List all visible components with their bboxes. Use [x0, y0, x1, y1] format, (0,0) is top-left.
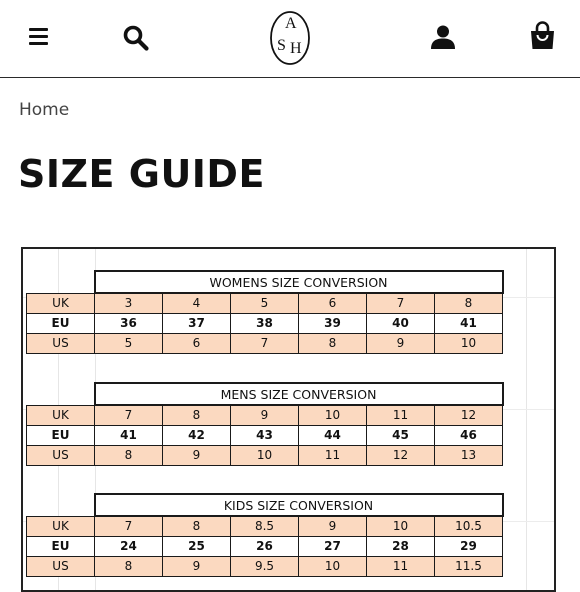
size-cell: 8 [95, 556, 163, 576]
size-cell: 10 [299, 556, 367, 576]
row-label: US [27, 556, 95, 576]
mens-size-table [26, 382, 504, 466]
size-cell: 7 [95, 516, 163, 536]
size-cell: 8.5 [231, 516, 299, 536]
size-cell: 40 [367, 313, 435, 333]
row-label: EU [27, 313, 95, 333]
table-corner [27, 383, 95, 405]
row-label: EU [27, 425, 95, 445]
size-cell: 27 [299, 536, 367, 556]
size-cell: 11 [367, 405, 435, 425]
size-cell: 24 [95, 536, 163, 556]
size-row-us [27, 445, 503, 465]
size-row-uk [27, 516, 503, 536]
size-row-us [27, 556, 503, 576]
size-cell: 41 [435, 313, 503, 333]
size-cell: 6 [299, 293, 367, 313]
size-cell: 11.5 [435, 556, 503, 576]
size-cell: 9 [163, 445, 231, 465]
size-cell: 44 [299, 425, 367, 445]
size-cell: 38 [231, 313, 299, 333]
breadcrumb-home-link[interactable]: Home [19, 100, 70, 120]
size-cell: 46 [435, 425, 503, 445]
size-cell: 43 [231, 425, 299, 445]
shopping-bag-icon[interactable] [529, 21, 556, 51]
size-cell: 10 [367, 516, 435, 536]
size-cell: 11 [299, 445, 367, 465]
size-cell: 8 [299, 333, 367, 353]
row-label: US [27, 445, 95, 465]
size-cell: 9.5 [231, 556, 299, 576]
size-cell: 8 [95, 445, 163, 465]
size-cell: 3 [95, 293, 163, 313]
user-icon[interactable] [429, 23, 457, 51]
size-cell: 6 [163, 333, 231, 353]
hamburger-menu-icon[interactable] [29, 28, 49, 46]
size-cell: 29 [435, 536, 503, 556]
size-cell: 10 [231, 445, 299, 465]
size-cell: 12 [435, 405, 503, 425]
size-cell: 10.5 [435, 516, 503, 536]
size-cell: 42 [163, 425, 231, 445]
size-cell: 5 [231, 293, 299, 313]
size-cell: 8 [163, 516, 231, 536]
size-cell: 26 [231, 536, 299, 556]
size-cell: 9 [367, 333, 435, 353]
size-cell: 39 [299, 313, 367, 333]
size-row-us [27, 333, 503, 353]
row-label: US [27, 333, 95, 353]
logo-letter: S [277, 37, 286, 54]
table-corner [27, 494, 95, 516]
kids-size-table [26, 493, 504, 577]
row-label: EU [27, 536, 95, 556]
size-cell: 10 [435, 333, 503, 353]
size-cell: 8 [435, 293, 503, 313]
size-cell: 4 [163, 293, 231, 313]
size-cell: 10 [299, 405, 367, 425]
site-header [0, 0, 580, 78]
size-cell: 9 [231, 405, 299, 425]
search-icon[interactable] [122, 24, 150, 52]
size-cell: 41 [95, 425, 163, 445]
size-cell: 12 [367, 445, 435, 465]
size-row-eu [27, 313, 503, 333]
size-cell: 36 [95, 313, 163, 333]
womens-size-table [26, 270, 504, 354]
size-cell: 45 [367, 425, 435, 445]
size-row-eu [27, 425, 503, 445]
size-cell: 9 [163, 556, 231, 576]
size-cell: 37 [163, 313, 231, 333]
ash-logo[interactable] [268, 10, 312, 66]
size-cell: 9 [299, 516, 367, 536]
size-cell: 11 [367, 556, 435, 576]
row-label: UK [27, 405, 95, 425]
logo-letter: H [290, 40, 302, 57]
size-row-uk [27, 293, 503, 313]
row-label: UK [27, 516, 95, 536]
size-cell: 25 [163, 536, 231, 556]
row-label: UK [27, 293, 95, 313]
logo-letter: A [285, 15, 297, 32]
table-title: MENS SIZE CONVERSION [95, 383, 503, 405]
size-cell: 5 [95, 333, 163, 353]
size-row-eu [27, 536, 503, 556]
size-row-uk [27, 405, 503, 425]
size-cell: 7 [367, 293, 435, 313]
page-title: SIZE GUIDE [18, 152, 265, 196]
size-cell: 7 [231, 333, 299, 353]
size-cell: 8 [163, 405, 231, 425]
table-title: KIDS SIZE CONVERSION [95, 494, 503, 516]
table-title: WOMENS SIZE CONVERSION [95, 271, 503, 293]
table-corner [27, 271, 95, 293]
size-cell: 7 [95, 405, 163, 425]
size-cell: 13 [435, 445, 503, 465]
size-cell: 28 [367, 536, 435, 556]
